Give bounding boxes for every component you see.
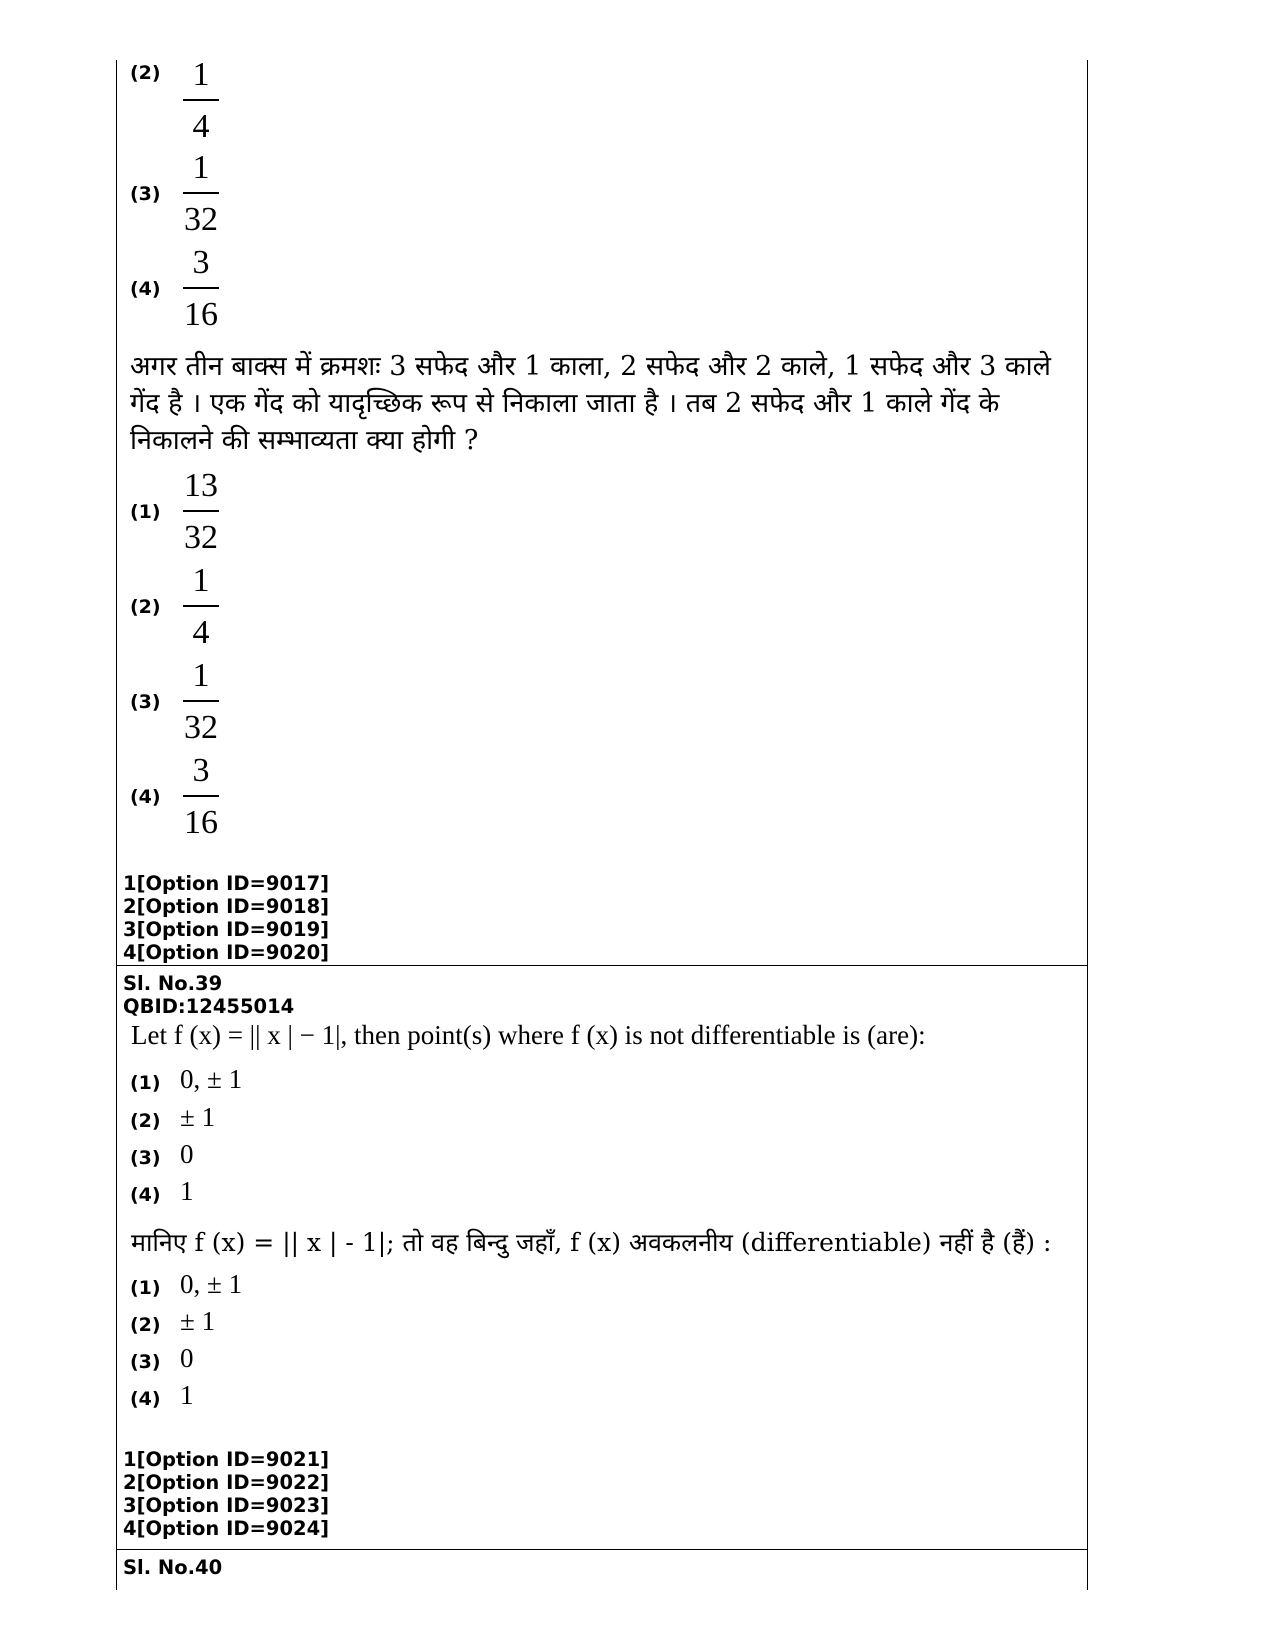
option-fraction [180,243,222,335]
option-ids [123,872,329,964]
option-id: 2[Option ID=9022] [123,1471,330,1494]
option-label: (4) [130,278,161,300]
option-value: 0, ± 1 [180,1269,243,1299]
denominator: 16 [184,804,218,841]
option-id: 1[Option ID=9017] [123,872,330,895]
english-question-text: Let f (x) = || x | − 1|, then point(s) where f (x) is not differentiable is (are): [131,1020,926,1050]
question-table-frame [116,60,1088,1590]
numerator: 1 [192,657,210,694]
option-label: (1) [130,1072,161,1094]
option-label: (3) [130,1351,161,1373]
option-value: 0 [180,1139,194,1169]
numerator: 1 [192,149,210,186]
question-header [123,972,294,1018]
denominator: 16 [184,296,218,333]
option-value: 1 [180,1176,194,1206]
option-id: 4[Option ID=9020] [123,941,330,964]
serial-number: Sl. No.40 [123,1556,223,1579]
fraction-bar [183,700,219,702]
question-header [123,1556,222,1579]
denominator: 4 [192,108,210,145]
fraction-bar [183,192,219,194]
option-label: (2) [130,1314,161,1336]
option-fraction [180,561,222,653]
qbid: QBID:12455014 [123,995,295,1018]
numerator: 1 [192,562,210,599]
hindi-question-text: अगर तीन बाक्स में क्रमशः 3 सफेद और 1 काला, 2 सफेद और 2 काले, 1 सफेद और 3 काले गेंद है । एक गेंद को यादृच्छिक रूप से निकाला जाता है । तब 2 सफेद और 1 काले गेंद के निकालने की सम्भाव्यता क्या होगी ? [130,351,1051,456]
row-divider [116,1549,1088,1550]
option-id: 1[Option ID=9021] [123,1448,330,1471]
denominator: 32 [184,519,218,556]
option-label: (2) [130,1110,161,1132]
denominator: 4 [192,614,210,651]
option-label: (3) [130,691,161,713]
option-id: 4[Option ID=9024] [123,1517,330,1540]
fraction-bar [183,99,219,101]
option-value: 1 [180,1380,194,1410]
fraction-bar [183,795,219,797]
option-fraction [180,148,222,240]
fraction-bar [183,510,219,512]
numerator: 1 [192,56,210,93]
option-label: (3) [130,1147,161,1169]
option-id: 3[Option ID=9019] [123,918,330,941]
option-label: (4) [130,1184,161,1206]
option-fraction [180,751,222,843]
option-label: (4) [130,786,161,808]
option-label: (3) [130,183,161,205]
option-label: (2) [130,596,161,618]
option-label: (4) [130,1388,161,1410]
option-value: 0 [180,1343,194,1373]
option-value: ± 1 [180,1102,216,1132]
option-ids [123,1448,329,1540]
row-divider [116,965,1088,966]
fraction-bar [183,287,219,289]
option-fraction [180,55,222,147]
denominator: 32 [184,709,218,746]
option-label: (1) [130,1277,161,1299]
option-value: 0, ± 1 [180,1064,243,1094]
option-label: (1) [130,501,161,523]
numerator: 3 [192,244,210,281]
option-value: ± 1 [180,1306,216,1336]
fraction-bar [183,605,219,607]
denominator: 32 [184,201,218,238]
option-fraction [180,656,222,748]
numerator: 3 [192,752,210,789]
hindi-question-text: मानिए f (x) = || x | - 1|; तो वह बिन्दु जहाँ, f (x) अवकलनीय (differentiable) नहीं है (हैं) : [131,1228,1052,1257]
serial-number: Sl. No.39 [123,972,223,995]
option-id: 3[Option ID=9023] [123,1494,330,1517]
numerator: 13 [184,467,218,504]
option-label: (2) [130,62,161,84]
option-fraction [180,466,222,558]
option-id: 2[Option ID=9018] [123,895,330,918]
